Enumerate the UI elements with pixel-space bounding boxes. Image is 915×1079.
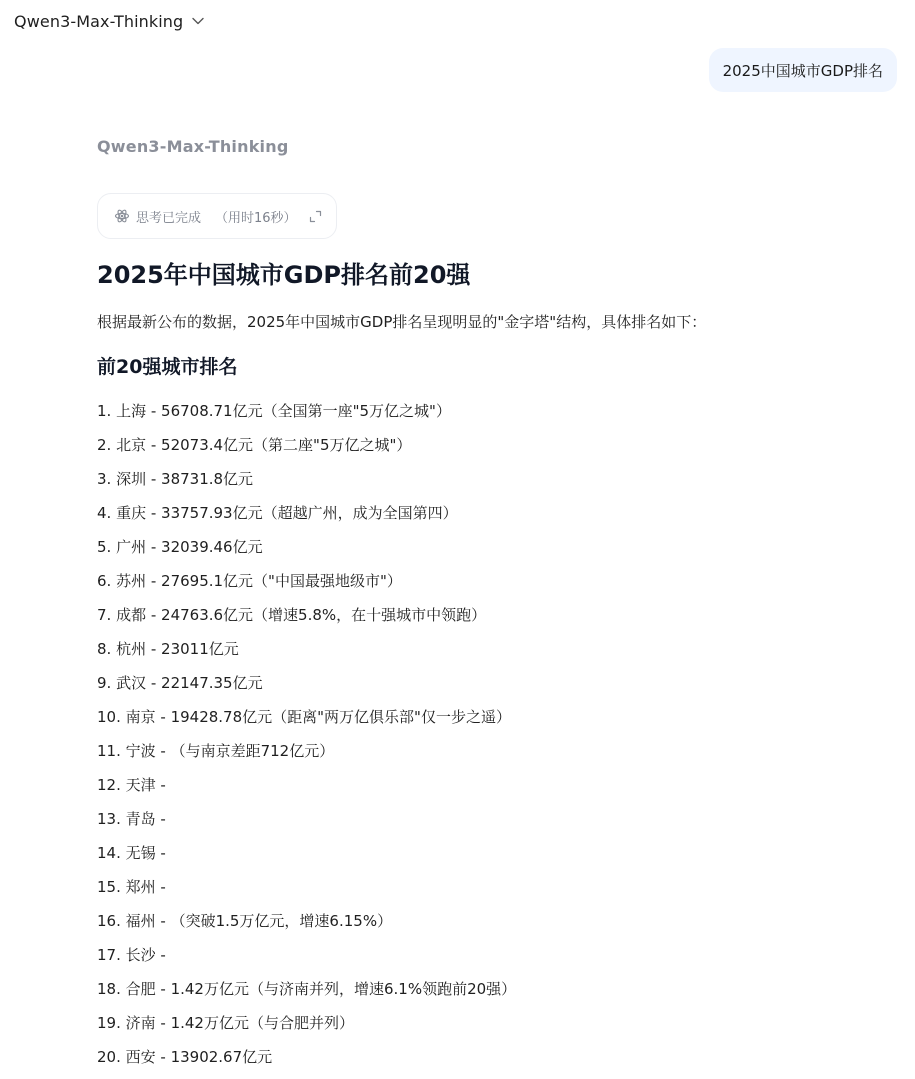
ranking-item: 5. 广州 - 32039.46亿元 [97, 538, 263, 556]
response-title: 2025年中国城市GDP排名前20强 [97, 261, 471, 289]
ranking-item: 7. 成都 - 24763.6亿元（增速5.8%，在十强城市中领跑） [97, 606, 487, 624]
ranking-item: 8. 杭州 - 23011亿元 [97, 640, 239, 658]
ranking-item: 9. 武汉 - 22147.35亿元 [97, 674, 263, 692]
chevron-down-icon [191, 14, 205, 28]
user-message-text: 2025中国城市GDP排名 [722, 61, 883, 80]
response-intro: 根据最新公布的数据，2025年中国城市GDP排名呈现明显的"金字塔"结构，具体排名如下： [97, 313, 707, 331]
thinking-summary-button[interactable] [97, 193, 337, 239]
thinking-duration: （用时16秒） [215, 210, 297, 226]
ranking-item: 13. 青岛 - [97, 810, 166, 828]
ranking-list [97, 399, 516, 1079]
ranking-item: 19. 济南 - 1.42万亿元（与合肥并列） [97, 1014, 354, 1032]
ranking-item: 2. 北京 - 52073.4亿元（第二座"5万亿之城"） [97, 436, 412, 454]
ranking-item: 20. 西安 - 13902.67亿元 [97, 1048, 273, 1066]
user-message-bubble [709, 48, 897, 92]
ranking-item: 12. 天津 - [97, 776, 166, 794]
ranking-item: 15. 郑州 - [97, 878, 166, 896]
assistant-name: Qwen3-Max-Thinking [97, 137, 289, 156]
expand-icon[interactable] [308, 209, 322, 223]
ranking-item: 4. 重庆 - 33757.93亿元（超越广州，成为全国第四） [97, 504, 458, 522]
model-selector[interactable] [14, 8, 205, 34]
ranking-item: 10. 南京 - 19428.78亿元（距离"两万亿俱乐部"仅一步之遥） [97, 708, 511, 726]
ranking-item: 16. 福州 - （突破1.5万亿元，增速6.15%） [97, 912, 393, 930]
thinking-status: 思考已完成 [136, 210, 202, 226]
thinking-atom-icon [114, 208, 130, 224]
ranking-item: 17. 长沙 - [97, 946, 166, 964]
ranking-item: 18. 合肥 - 1.42万亿元（与济南并列，增速6.1%领跑前20强） [97, 980, 517, 998]
ranking-item: 3. 深圳 - 38731.8亿元 [97, 470, 254, 488]
section-heading: 前20强城市排名 [97, 356, 238, 378]
ranking-item: 11. 宁波 - （与南京差距712亿元） [97, 742, 335, 760]
ranking-item: 6. 苏州 - 27695.1亿元（"中国最强地级市"） [97, 572, 402, 590]
ranking-item: 1. 上海 - 56708.71亿元（全国第一座"5万亿之城"） [97, 402, 451, 420]
ranking-item: 14. 无锡 - [97, 844, 166, 862]
model-selector-label: Qwen3-Max-Thinking [14, 11, 184, 31]
